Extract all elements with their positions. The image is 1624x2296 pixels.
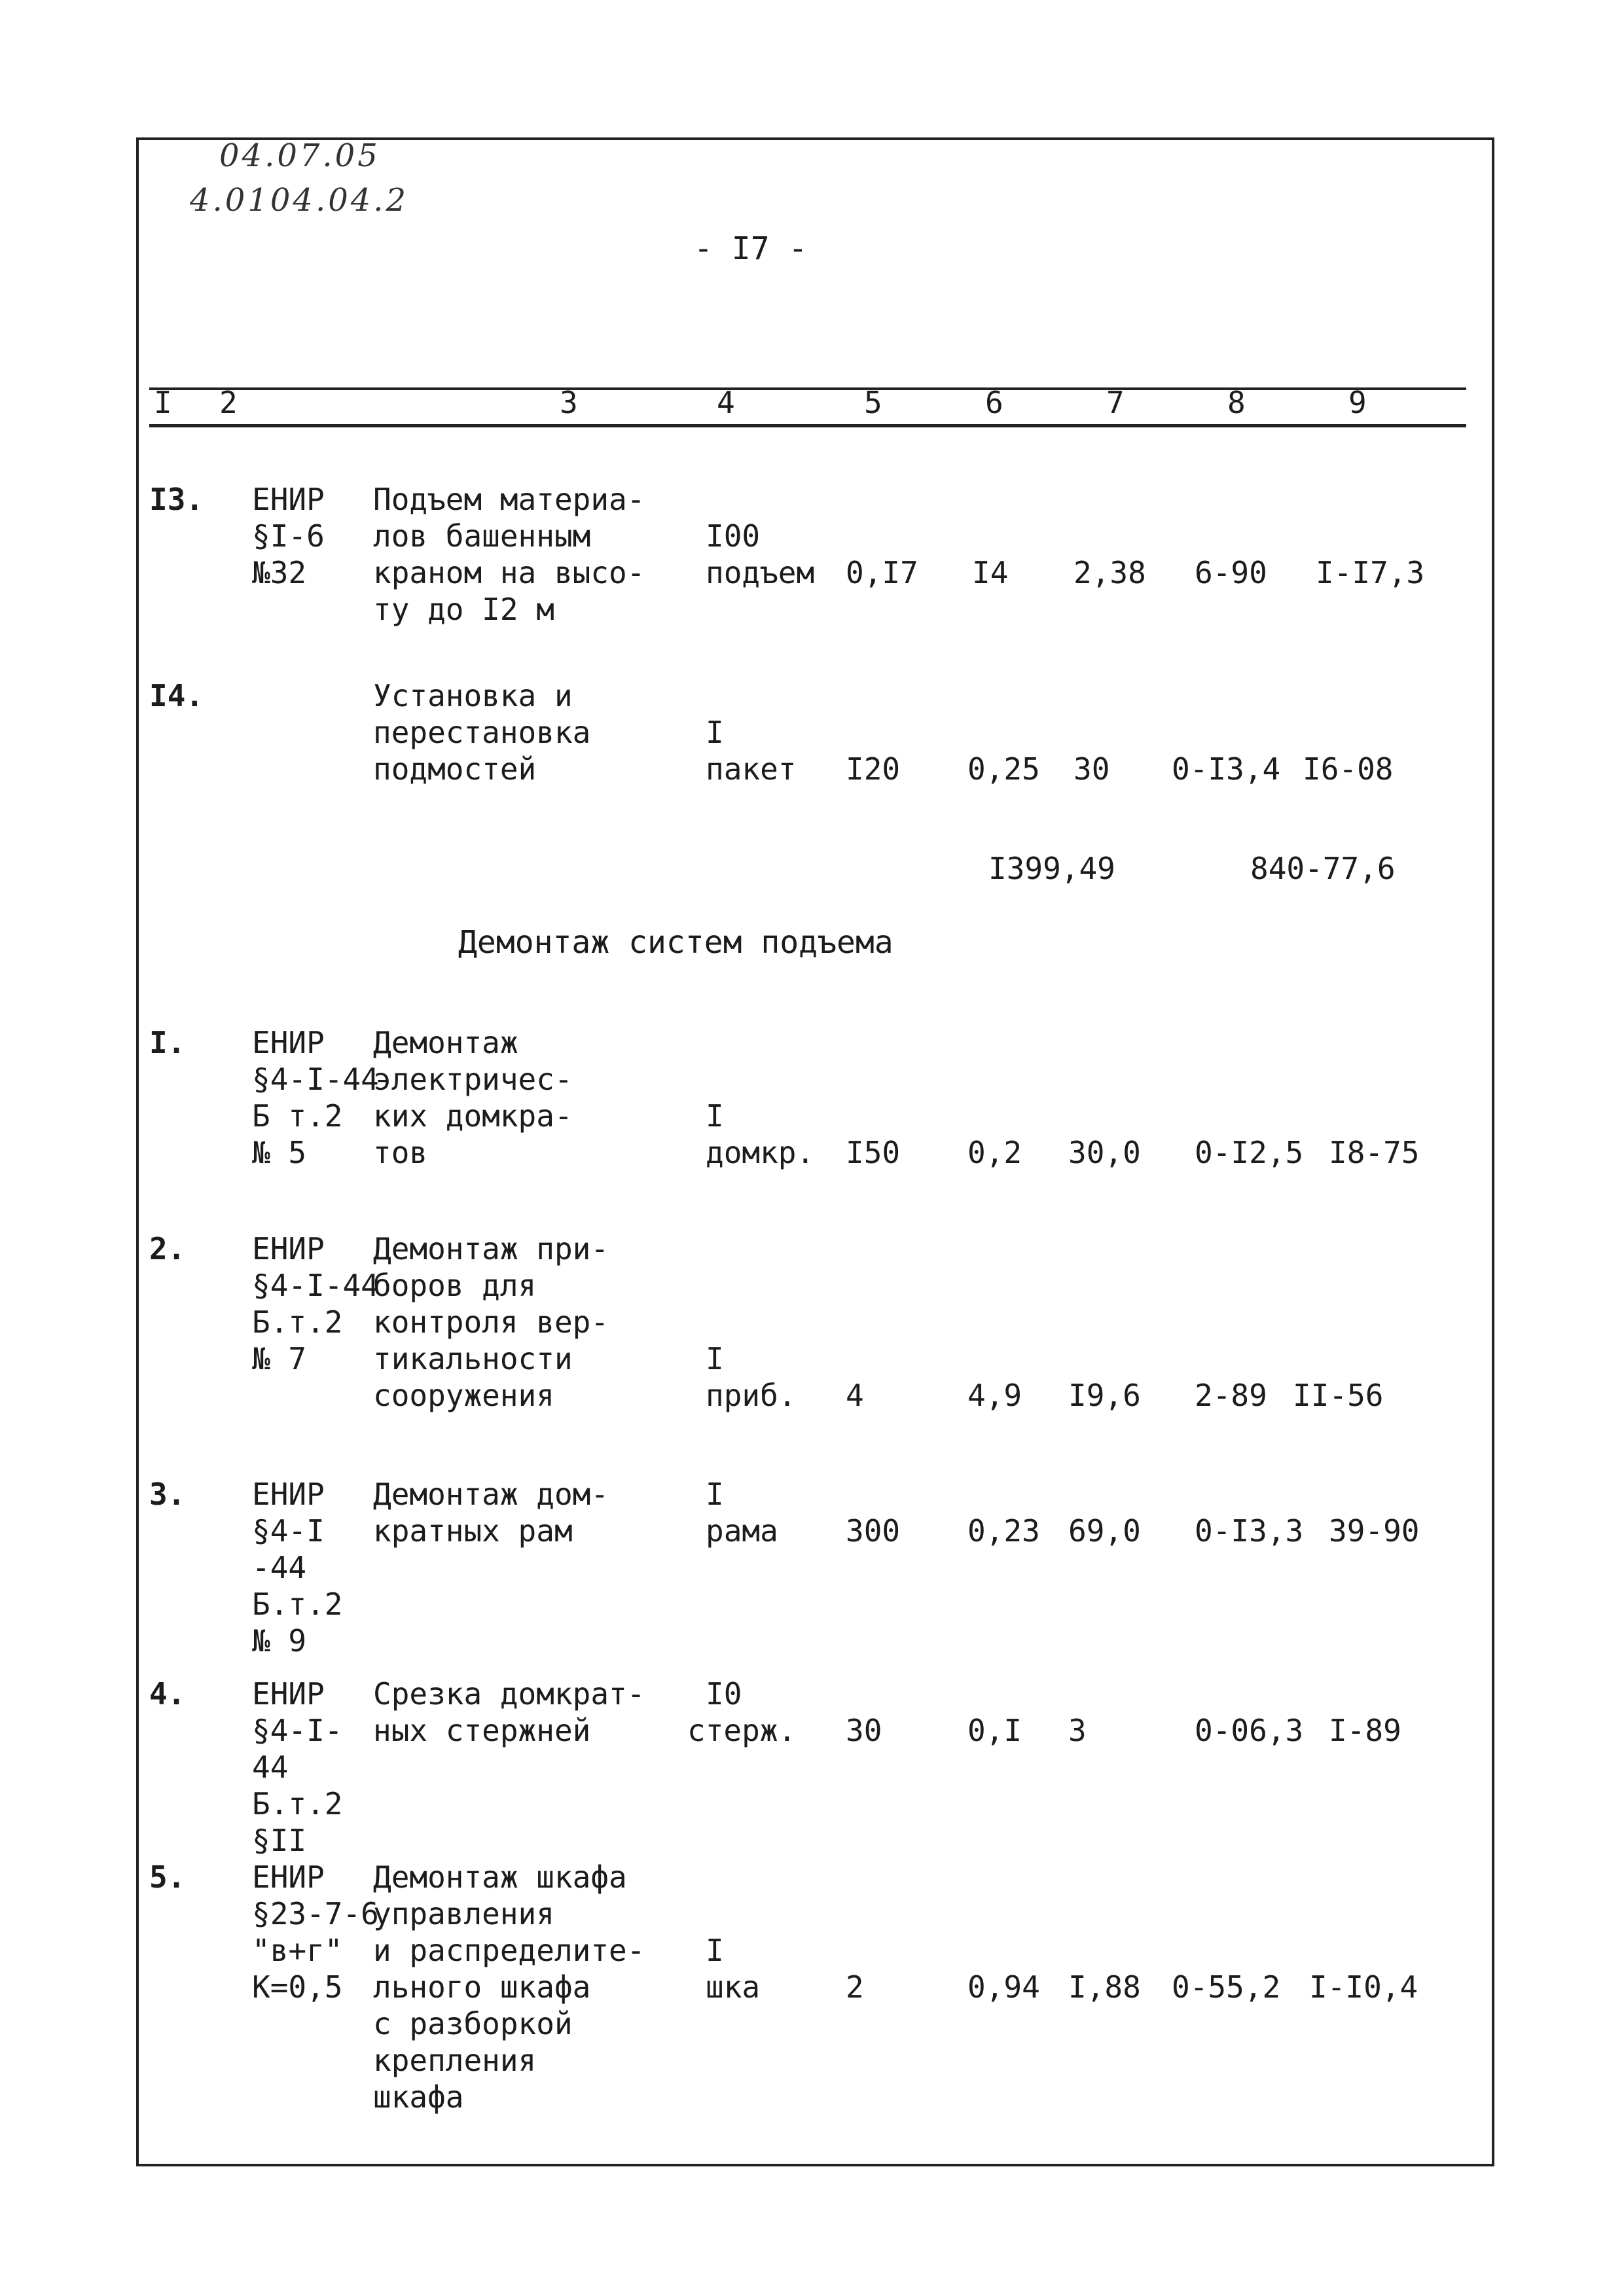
work-description: Демонтаж шкафа управления и распределите- льного шкафа с разборкой крепления шкафа xyxy=(373,1859,645,2115)
quantity: 30 xyxy=(846,1713,882,1748)
row-number: 5. xyxy=(149,1859,186,1895)
handwritten-date: 04.07.05 xyxy=(219,137,380,174)
labor-total: 30 xyxy=(1074,751,1110,787)
cost: I-I7,3 xyxy=(1316,555,1425,590)
labor-total: I,88 xyxy=(1068,1969,1141,2005)
time-norm: 0,94 xyxy=(967,1969,1040,2005)
column-header: 8 xyxy=(1227,385,1246,420)
cost: I-I0,4 xyxy=(1309,1969,1418,2005)
norm-reference: ЕНИР §4-I -44 Б.т.2 № 9 xyxy=(252,1477,343,1659)
row-number: 4. xyxy=(149,1676,186,1712)
header-top-rule xyxy=(149,387,1466,390)
column-header: 3 xyxy=(560,385,578,420)
work-description: Демонтаж при- боров для контроля вер- тикальности сооружения xyxy=(373,1231,609,1413)
quantity: 0,I7 xyxy=(846,555,918,590)
header-bottom-rule xyxy=(149,424,1466,427)
unit: стерж. xyxy=(687,1713,797,1748)
time-norm: 4,9 xyxy=(967,1378,1022,1413)
unit: I0 xyxy=(706,1676,742,1712)
cost: I8-75 xyxy=(1329,1135,1420,1170)
unit: I шка xyxy=(706,1933,761,2005)
column-header: I xyxy=(154,385,172,420)
cost: 39-90 xyxy=(1329,1513,1420,1549)
labor-total: 2,38 xyxy=(1074,555,1146,590)
work-description: Демонтаж дом- кратных рам xyxy=(373,1477,609,1549)
quantity: I50 xyxy=(846,1135,901,1170)
work-description: Подъем материа- лов башенным краном на высо- ту до I2 м xyxy=(373,482,645,627)
cost: I-89 xyxy=(1329,1713,1401,1748)
norm-reference: ЕНИР §I-6 №32 xyxy=(252,482,325,590)
cost-total-sum: 840-77,6 xyxy=(1250,851,1396,886)
row-number: I. xyxy=(149,1025,186,1060)
cost: I6-08 xyxy=(1303,751,1394,787)
labor-total: 69,0 xyxy=(1068,1513,1141,1549)
norm-reference: ЕНИР §23-7-6 "в+г" К=0,5 xyxy=(252,1859,379,2005)
work-description: Установка и перестановка подмостей xyxy=(373,678,591,787)
quantity: I20 xyxy=(846,751,901,787)
unit: I рама xyxy=(706,1477,778,1549)
column-header: 4 xyxy=(717,385,735,420)
quantity: 2 xyxy=(846,1969,864,2005)
column-header: 5 xyxy=(864,385,882,420)
column-header: 9 xyxy=(1348,385,1367,420)
section-title: Демонтаж систем подъема xyxy=(458,924,893,961)
rate: 0-55,2 xyxy=(1172,1969,1281,2005)
handwritten-code: 4.0104.04.2 xyxy=(190,182,409,219)
rate: 0-I3,4 xyxy=(1172,751,1281,787)
unit: I пакет xyxy=(706,715,797,787)
rate: 0-I3,3 xyxy=(1195,1513,1304,1549)
rate: 0-I2,5 xyxy=(1195,1135,1304,1170)
rate: 6-90 xyxy=(1195,555,1267,590)
time-norm: I4 xyxy=(972,555,1009,590)
time-norm: 0,I xyxy=(967,1713,1022,1748)
labor-total: 30,0 xyxy=(1068,1135,1141,1170)
unit: I домкр. xyxy=(706,1098,815,1170)
time-norm: 0,23 xyxy=(967,1513,1040,1549)
quantity: 300 xyxy=(846,1513,901,1549)
norm-reference: ЕНИР §4-I-44 Б.т.2 № 7 xyxy=(252,1231,379,1376)
column-header: 6 xyxy=(985,385,1003,420)
norm-reference: ЕНИР §4-I- 44 Б.т.2 §II xyxy=(252,1676,343,1858)
row-number: 2. xyxy=(149,1231,186,1266)
cost: II-56 xyxy=(1293,1378,1384,1413)
unit: I00 подъем xyxy=(706,518,815,590)
labor-total-sum: I399,49 xyxy=(988,851,1115,886)
row-number: 3. xyxy=(149,1477,186,1512)
row-number: I4. xyxy=(149,678,204,713)
work-description: Срезка домкрат- ных стержней xyxy=(373,1676,645,1748)
unit: I приб. xyxy=(706,1341,797,1413)
page-number: - I7 - xyxy=(694,230,808,267)
rate: 2-89 xyxy=(1195,1378,1267,1413)
time-norm: 0,25 xyxy=(967,751,1040,787)
time-norm: 0,2 xyxy=(967,1135,1022,1170)
row-number: I3. xyxy=(149,482,204,517)
labor-total: 3 xyxy=(1068,1713,1087,1748)
labor-total: I9,6 xyxy=(1068,1378,1141,1413)
work-description: Демонтаж электричес- ких домкра- тов xyxy=(373,1025,573,1170)
column-header: 7 xyxy=(1106,385,1125,420)
rate: 0-06,3 xyxy=(1195,1713,1304,1748)
column-header: 2 xyxy=(219,385,238,420)
norm-reference: ЕНИР §4-I-44 Б т.2 № 5 xyxy=(252,1025,379,1170)
quantity: 4 xyxy=(846,1378,864,1413)
